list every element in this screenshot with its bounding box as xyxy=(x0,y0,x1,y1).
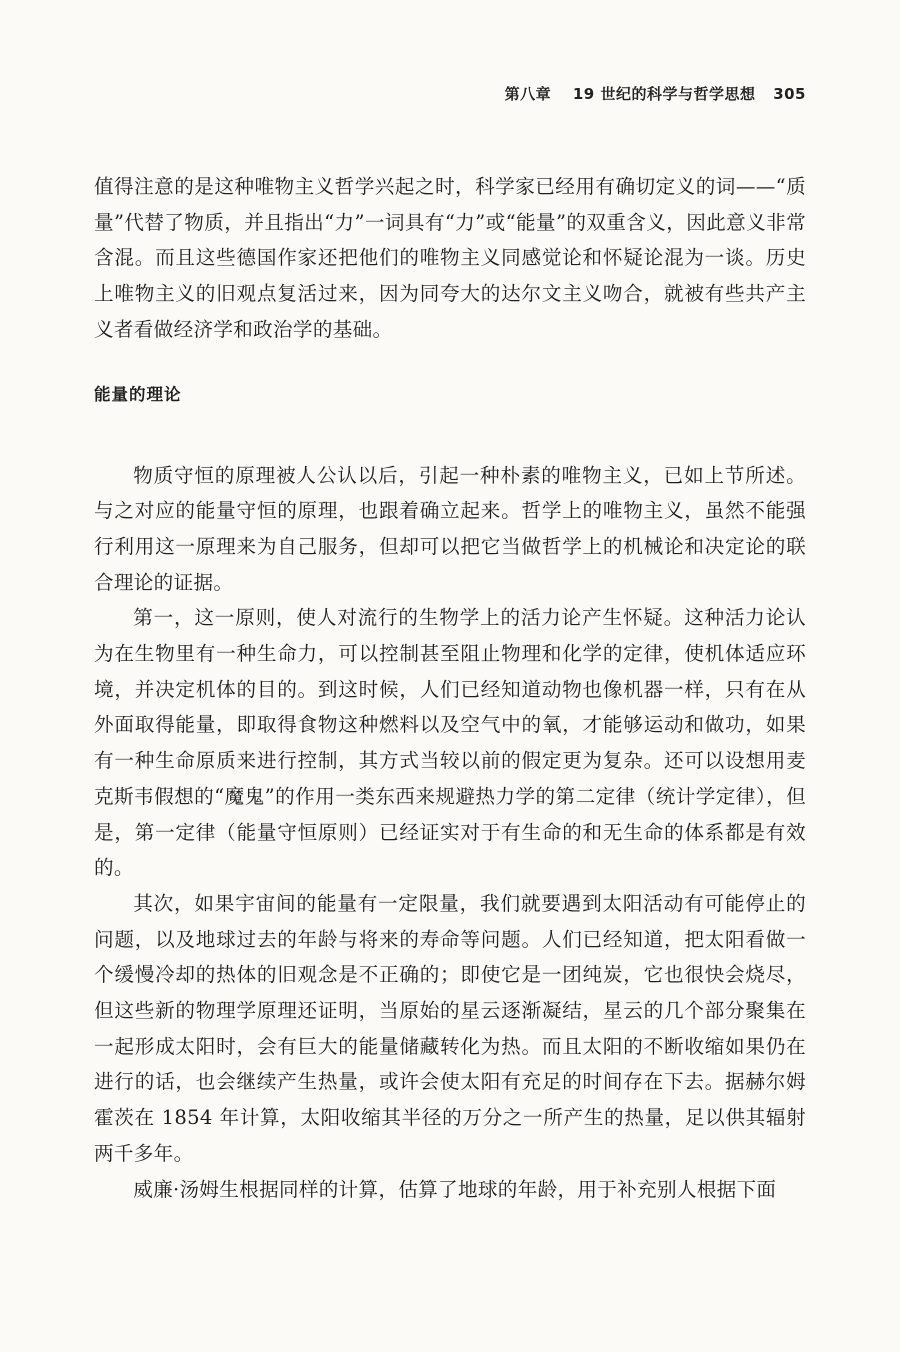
running-header xyxy=(505,83,806,104)
paragraph: 物质守恒的原理被人公认以后，引起一种朴素的唯物主义，已如上节所述。与之对应的能量守恒的原理，也跟着确立起来。哲学上的唯物主义，虽然不能强行利用这一原理来为自己服务，但却可以把它当做哲学上的机械论和决定论的联合理论的证据。 xyxy=(94,463,806,594)
paragraph: 其次，如果宇宙间的能量有一定限量，我们就要遇到太阳活动有可能停止的问题，以及地球过去的年龄与将来的寿命等问题。人们已经知道，把太阳看做一个缓慢冷却的热体的旧观念是不正确的；即使它是一团纯炭，它也很快会烧尽，但这些新的物理学原理还证明，当原始的星云逐渐凝结，星云的几个部分聚集在一起形成太阳时，会有巨大的能量储藏转化为热。而且太阳的不断收缩如果仍在进行的话，也会继续产生热量，或许会使太阳有充足的时间存在下去。据赫尔姆霍茨在 1854 年计算，太阳收缩其半径的万分之一所产生的热量，足以供其辐射两千多年。 xyxy=(94,891,806,1165)
chapter-label: 第八章 xyxy=(504,85,552,103)
paragraph: 值得注意的是这种唯物主义哲学兴起之时，科学家已经用有确切定义的词——“质量”代替了物质，并且指出“力”一词具有“力”或“能量”的双重含义，因此意义非常含混。而且这些德国作家还把他们的唯物主义同感觉论和怀疑论混为一谈。历史上唯物主义的旧观点复活过来，因为同夸大的达尔文主义吻合，就被有些共产主义者看做经济学和政治学的基础。 xyxy=(94,175,806,341)
page-number: 305 xyxy=(773,85,806,103)
page-body xyxy=(94,169,806,1207)
section-heading: 能量的理论 xyxy=(94,384,182,404)
paragraph: 威廉·汤姆生根据同样的计算，估算了地球的年龄，用于补充别人根据下面 xyxy=(133,1177,777,1201)
paragraph: 第一，这一原则，使人对流行的生物学上的活力论产生怀疑。这种活力论认为在生物里有一种生命力，可以控制甚至阻止物理和化学的定律，使机体适应环境，并决定机体的目的。到这时候，人们已经知道动物也像机器一样，只有在从外面取得能量，即取得食物这种燃料以及空气中的氧，才能够运动和做功，如果有一种生命原质来进行控制，其方式当较以前的假定更为复杂。还可以设想用麦克斯韦假想的“魔鬼”的作用一类东西来规避热力学的第二定律（统计学定律），但是，第一定律（能量守恒原则）已经证实对于有生命的和无生命的体系都是有效的。 xyxy=(94,606,806,880)
chapter-title: 19 世纪的科学与哲学思想 xyxy=(572,85,756,103)
